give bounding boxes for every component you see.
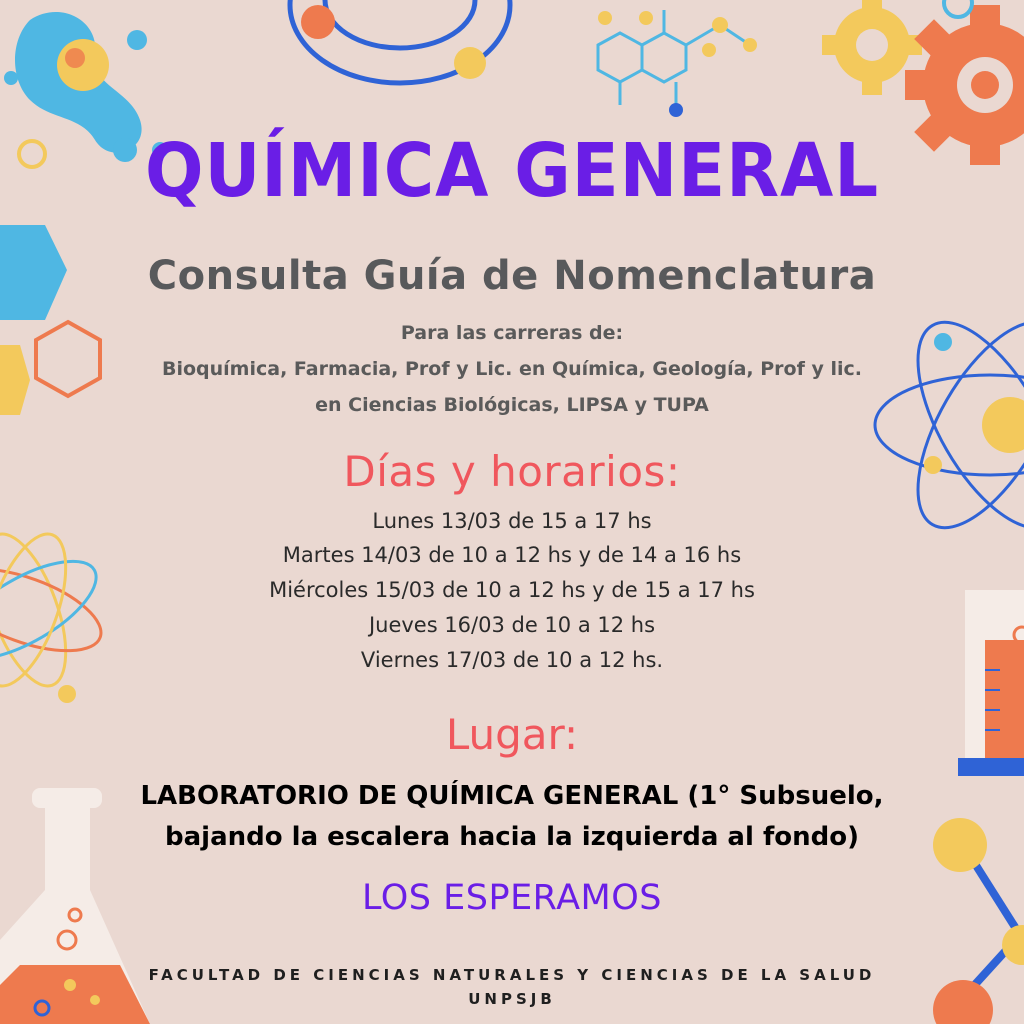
schedule-heading: Días y horarios: [343, 447, 681, 496]
schedule-line: Lunes 13/03 de 15 a 17 hs [372, 509, 652, 533]
page-title: QUÍMICA GENERAL [145, 128, 879, 214]
place-line: LABORATORIO DE QUÍMICA GENERAL (1° Subsuelo, [140, 781, 884, 811]
poster-subtitle: Consulta Guía de Nomenclatura [147, 253, 877, 299]
place-line: bajando la escalera hacia la izquierda al fondo) [165, 822, 859, 852]
hexagon-molecule-icon [598, 10, 757, 117]
careers-line: en Ciencias Biológicas, LIPSA y TUPA [315, 394, 709, 416]
orbit-icon [290, 0, 510, 83]
schedule-line: Jueves 16/03 de 10 a 12 hs [368, 613, 656, 637]
careers-intro: Para las carreras de: [400, 322, 624, 344]
footer-institution: FACULTAD DE CIENCIAS NATURALES Y CIENCIAS DE LA SALUD [148, 966, 876, 984]
schedule-line: Miércoles 15/03 de 10 a 12 hs y de 15 a 17 hs [269, 578, 755, 602]
place-heading: Lugar: [445, 710, 579, 759]
footer-university: UNPSJB [468, 990, 556, 1008]
schedule-line: Martes 14/03 de 10 a 12 hs y de 14 a 16 hs [282, 543, 742, 567]
closing-message: LOS ESPERAMOS [361, 878, 662, 918]
careers-line: Bioquímica, Farmacia, Prof y Lic. en Química, Geología, Prof y lic. [161, 358, 862, 380]
schedule-line: Viernes 17/03 de 10 a 12 hs. [360, 648, 664, 672]
